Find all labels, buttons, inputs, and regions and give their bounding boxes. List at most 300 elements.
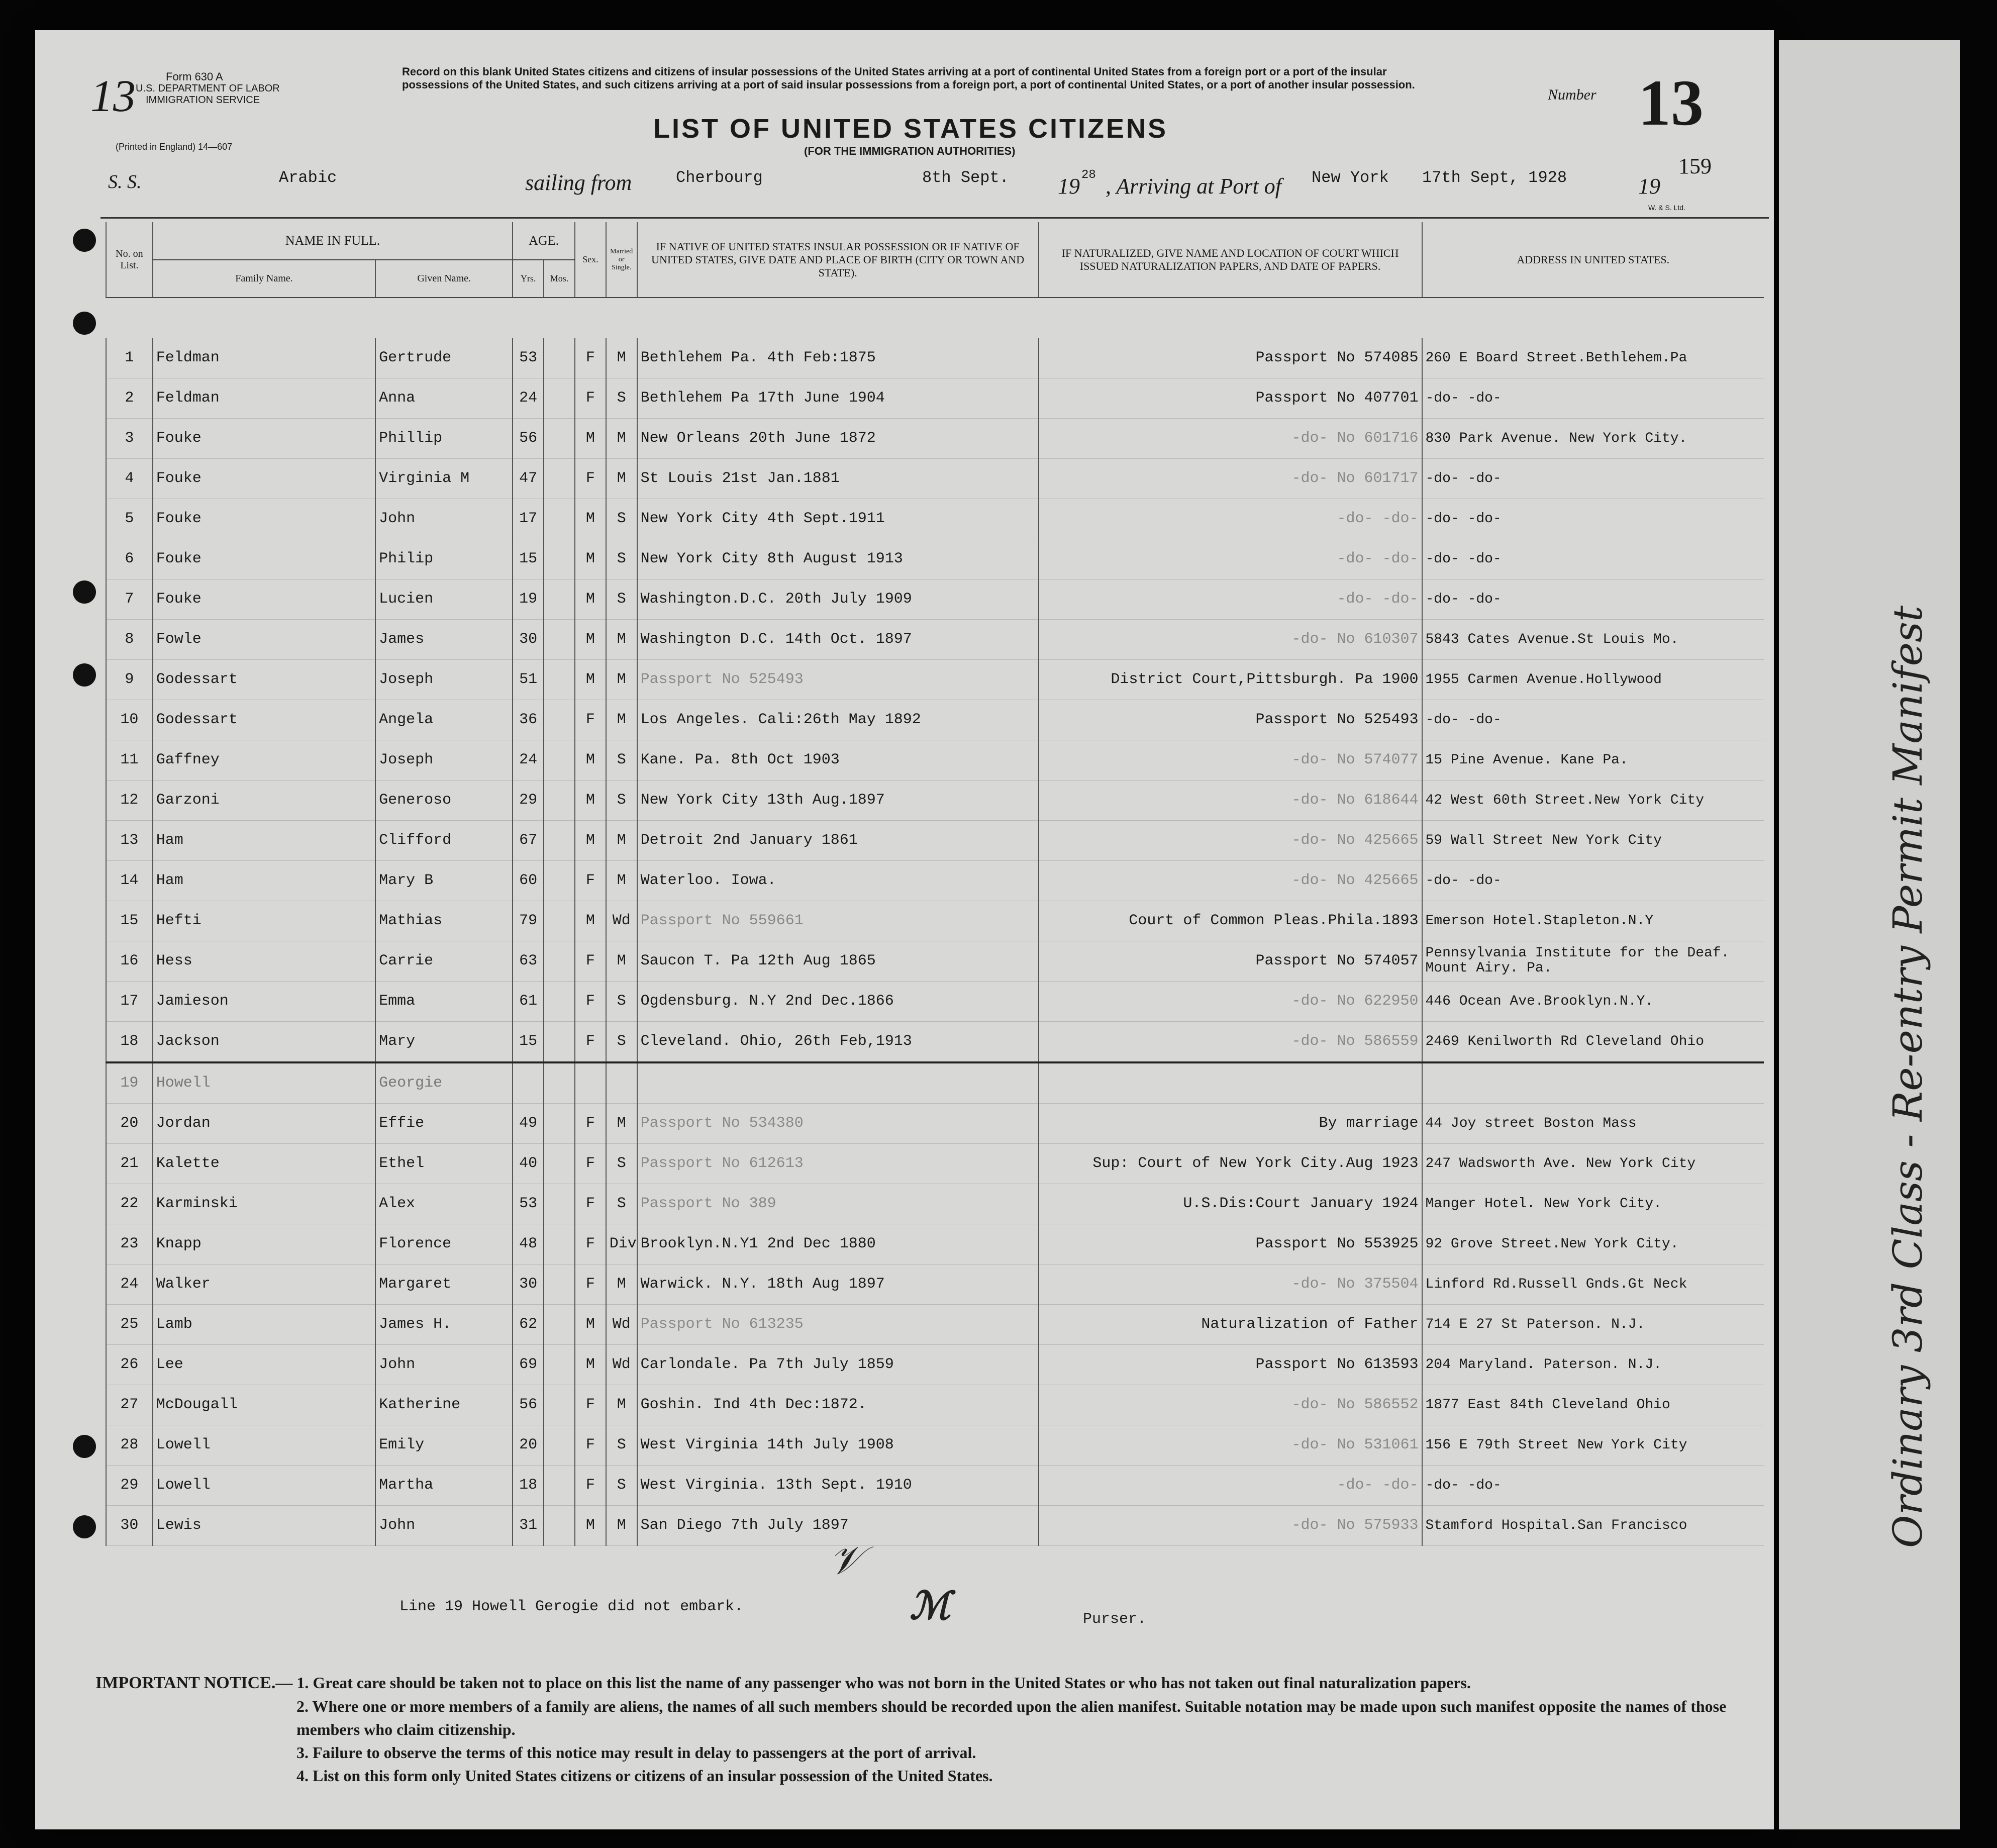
table-row (106, 338, 1764, 378)
margin-strip (1779, 40, 1960, 1829)
cell-sex: M (575, 820, 606, 860)
cell-age-months (544, 1264, 575, 1304)
col-naturalized: IF NATURALIZED, GIVE NAME AND LOCATION OF COURT WHICH ISSUED NATURALIZATION PAPERS, AND DATE OF PAPERS. (1039, 222, 1422, 298)
cell-family-name: Lowell (153, 1465, 375, 1505)
cell-address: 44 Joy street Boston Mass (1422, 1103, 1764, 1143)
table-row (106, 941, 1764, 981)
cell-marital-status: M (606, 941, 637, 981)
cell-age-months (544, 941, 575, 981)
col-name-in-full: NAME IN FULL. (153, 222, 513, 260)
cell-naturalization: U.S.Dis:Court January 1924 (1039, 1184, 1422, 1224)
cell-given-name: Georgie (375, 1062, 513, 1104)
cell-birth-info: San Diego 7th July 1897 (637, 1505, 1039, 1545)
cell-no: 11 (106, 740, 153, 780)
cell-age-months (544, 820, 575, 860)
cell-age-months (544, 338, 575, 378)
cell-birth-info: Los Angeles. Cali:26th May 1892 (637, 700, 1039, 740)
col-mos: Mos. (544, 260, 575, 298)
cell-marital-status: S (606, 378, 637, 418)
cell-sex: M (575, 659, 606, 700)
cell-age-years: 30 (513, 619, 544, 659)
cell-birth-info: New York City 13th Aug.1897 (637, 780, 1039, 820)
cell-no: 21 (106, 1143, 153, 1184)
cell-age-years: 63 (513, 941, 544, 981)
cell-given-name: Florence (375, 1224, 513, 1264)
cell-sex: F (575, 1103, 606, 1143)
cell-given-name: Margaret (375, 1264, 513, 1304)
ship-label: S. S. (108, 171, 142, 192)
cell-given-name: Carrie (375, 941, 513, 981)
cell-naturalization: -do- No 601716 (1039, 418, 1422, 458)
cell-no: 19 (106, 1062, 153, 1104)
cell-naturalization: Court of Common Pleas.Phila.1893 (1039, 901, 1422, 941)
cell-naturalization: District Court,Pittsburgh. Pa 1900 (1039, 659, 1422, 700)
sailing-label: sailing from (525, 170, 632, 195)
cell-sex: M (575, 1304, 606, 1344)
cell-given-name: John (375, 1505, 513, 1545)
cell-no: 20 (106, 1103, 153, 1143)
cell-naturalization (1039, 1062, 1422, 1104)
notice-1: 1. Great care should be taken not to place on this list the name of any passenger who was not born in the United States or who has not taken out final naturalization papers. (296, 1674, 1471, 1692)
cell-age-years: 79 (513, 901, 544, 941)
cell-family-name: Feldman (153, 378, 375, 418)
cell-family-name: Walker (153, 1264, 375, 1304)
cell-age-years: 15 (513, 539, 544, 579)
punch-hole (73, 1515, 96, 1538)
cell-marital-status: S (606, 1021, 637, 1062)
cell-age-months (544, 418, 575, 458)
cell-family-name: Fowle (153, 619, 375, 659)
important-notice (95, 1671, 1754, 1787)
cell-birth-info: Cleveland. Ohio, 26th Feb,1913 (637, 1021, 1039, 1062)
cell-age-years: 47 (513, 458, 544, 499)
cell-family-name: Fouke (153, 539, 375, 579)
notice-2: 2. Where one or more members of a family are aliens, the names of all such members should be recorded upon the alien manifest. Suitable notation may be made upon such manifest opposite the names of those members who claim citizenship. (296, 1697, 1727, 1738)
cell-no: 2 (106, 378, 153, 418)
printed-note: (Printed in England) 14—607 (116, 142, 233, 152)
cell-age-years: 60 (513, 860, 544, 901)
cell-sex: F (575, 1184, 606, 1224)
cell-given-name: Ethel (375, 1143, 513, 1184)
officer-signature: 𝒱 (829, 1538, 862, 1583)
cell-sex: F (575, 700, 606, 740)
cell-sex: F (575, 378, 606, 418)
punch-hole (73, 1435, 96, 1458)
cell-address: 1955 Carmen Avenue.Hollywood (1422, 659, 1764, 700)
table-row (106, 1304, 1764, 1344)
table-row (106, 1062, 1764, 1104)
cell-no: 8 (106, 619, 153, 659)
cell-naturalization: -do- No 574077 (1039, 740, 1422, 780)
cell-age-years: 15 (513, 1021, 544, 1062)
cell-given-name: Mary (375, 1021, 513, 1062)
cell-sex: M (575, 499, 606, 539)
cell-no: 12 (106, 780, 153, 820)
passenger-table (106, 222, 1764, 1546)
cell-family-name: Ham (153, 860, 375, 901)
cell-age-months (544, 499, 575, 539)
cell-age-years: 51 (513, 659, 544, 700)
cell-address: 830 Park Avenue. New York City. (1422, 418, 1764, 458)
cell-sex: M (575, 740, 606, 780)
printer-mark: W. & S. Ltd. (1648, 204, 1685, 212)
cell-no: 28 (106, 1425, 153, 1465)
cell-address: 1877 East 84th Cleveland Ohio (1422, 1385, 1764, 1425)
col-yrs: Yrs. (513, 260, 544, 298)
cell-age-months (544, 981, 575, 1021)
cell-given-name: Clifford (375, 820, 513, 860)
cell-family-name: Ham (153, 820, 375, 860)
table-row (106, 740, 1764, 780)
cell-family-name: Lewis (153, 1505, 375, 1545)
cell-given-name: Mary B (375, 860, 513, 901)
cell-sex: F (575, 1224, 606, 1264)
cell-marital-status: M (606, 619, 637, 659)
cell-marital-status: Div (606, 1224, 637, 1264)
cell-family-name: Godessart (153, 659, 375, 700)
cell-marital-status: S (606, 1425, 637, 1465)
cell-naturalization: Sup: Court of New York City.Aug 1923 (1039, 1143, 1422, 1184)
cell-birth-info: New York City 4th Sept.1911 (637, 499, 1039, 539)
cell-sex: F (575, 941, 606, 981)
cell-no: 15 (106, 901, 153, 941)
cell-address: -do- -do- (1422, 860, 1764, 901)
cell-address: 5843 Cates Avenue.St Louis Mo. (1422, 619, 1764, 659)
table-row (106, 378, 1764, 418)
cell-address: -do- -do- (1422, 539, 1764, 579)
cell-age-months (544, 619, 575, 659)
cell-no: 3 (106, 418, 153, 458)
cell-family-name: Kalette (153, 1143, 375, 1184)
cell-given-name: Virginia M (375, 458, 513, 499)
punch-hole (73, 312, 96, 335)
cell-no: 17 (106, 981, 153, 1021)
cell-address: 15 Pine Avenue. Kane Pa. (1422, 740, 1764, 780)
cell-naturalization: -do- -do- (1039, 579, 1422, 619)
cell-sex: M (575, 1505, 606, 1545)
cell-sex: M (575, 418, 606, 458)
cell-family-name: Lamb (153, 1304, 375, 1344)
cell-birth-info: Washington D.C. 14th Oct. 1897 (637, 619, 1039, 659)
cell-sex: F (575, 1465, 606, 1505)
table-row (106, 901, 1764, 941)
cell-age-years: 17 (513, 499, 544, 539)
cell-given-name: Emily (375, 1425, 513, 1465)
cell-marital-status: M (606, 338, 637, 378)
cell-marital-status: Wd (606, 1304, 637, 1344)
cell-family-name: Lee (153, 1344, 375, 1385)
cell-age-months (544, 1344, 575, 1385)
cell-given-name: Gertrude (375, 338, 513, 378)
cell-address: -do- -do- (1422, 579, 1764, 619)
cell-no: 29 (106, 1465, 153, 1505)
cell-age-months (544, 1425, 575, 1465)
cell-age-months (544, 740, 575, 780)
cell-address: -do- -do- (1422, 1465, 1764, 1505)
cell-age-months (544, 1385, 575, 1425)
cell-age-years: 29 (513, 780, 544, 820)
punch-hole (73, 229, 96, 252)
cell-given-name: Emma (375, 981, 513, 1021)
cell-age-years: 20 (513, 1425, 544, 1465)
col-no: No. on List. (106, 222, 153, 298)
table-row (106, 1184, 1764, 1224)
cell-given-name: Philip (375, 539, 513, 579)
cell-age-months (544, 901, 575, 941)
cell-marital-status: M (606, 700, 637, 740)
cell-birth-info: West Virginia. 13th Sept. 1910 (637, 1465, 1039, 1505)
cell-naturalization: Passport No 407701 (1039, 378, 1422, 418)
page-title: LIST OF UNITED STATES CITIZENS (653, 114, 1168, 144)
cell-marital-status: M (606, 820, 637, 860)
cell-marital-status: S (606, 740, 637, 780)
cell-given-name: Katherine (375, 1385, 513, 1425)
cell-sex: F (575, 1143, 606, 1184)
cell-birth-info: Detroit 2nd January 1861 (637, 820, 1039, 860)
cell-age-years: 18 (513, 1465, 544, 1505)
cell-marital-status: M (606, 1505, 637, 1545)
cell-naturalization: -do- No 425665 (1039, 820, 1422, 860)
cell-given-name: Martha (375, 1465, 513, 1505)
cell-age-years: 48 (513, 1224, 544, 1264)
cell-birth-info: Washington.D.C. 20th July 1909 (637, 579, 1039, 619)
year-label: 19 (1058, 174, 1080, 199)
notice-heading: IMPORTANT NOTICE.— (95, 1674, 293, 1692)
purser-label: Purser. (1083, 1611, 1147, 1628)
cell-sex: M (575, 579, 606, 619)
table-row (106, 700, 1764, 740)
cell-age-months (544, 378, 575, 418)
cell-marital-status: Wd (606, 901, 637, 941)
cell-birth-info: Bethlehem Pa 17th June 1904 (637, 378, 1039, 418)
cell-given-name: Lucien (375, 579, 513, 619)
form-number: Form 630 A (166, 70, 223, 83)
notice-4: 4. List on this form only United States citizens or citizens of an insular possession of the United States. (296, 1767, 993, 1785)
cell-birth-info: Carlondale. Pa 7th July 1859 (637, 1344, 1039, 1385)
cell-sex: F (575, 1264, 606, 1304)
table-row (106, 860, 1764, 901)
cell-naturalization: -do- No 618644 (1039, 780, 1422, 820)
cell-birth-info: Saucon T. Pa 12th Aug 1865 (637, 941, 1039, 981)
cell-family-name: McDougall (153, 1385, 375, 1425)
cell-no: 18 (106, 1021, 153, 1062)
table-row (106, 820, 1764, 860)
cell-naturalization: -do- -do- (1039, 539, 1422, 579)
table-row (106, 1021, 1764, 1062)
cell-birth-info (637, 1062, 1039, 1104)
cell-sex (575, 1062, 606, 1104)
cell-naturalization: By marriage (1039, 1103, 1422, 1143)
cell-age-months (544, 1505, 575, 1545)
cell-birth-info: Passport No 525493 (637, 659, 1039, 700)
col-age: AGE. (513, 222, 575, 260)
cell-marital-status: M (606, 1103, 637, 1143)
cell-marital-status: S (606, 981, 637, 1021)
cell-age-years: 24 (513, 740, 544, 780)
cell-marital-status: M (606, 1264, 637, 1304)
cell-address: Emerson Hotel.Stapleton.N.Y (1422, 901, 1764, 941)
service: IMMIGRATION SERVICE (146, 94, 260, 106)
cell-address: -do- -do- (1422, 499, 1764, 539)
cell-sex: F (575, 1385, 606, 1425)
cell-sex: M (575, 619, 606, 659)
cell-given-name: Generoso (375, 780, 513, 820)
cell-naturalization: -do- No 586559 (1039, 1021, 1422, 1062)
cell-marital-status: M (606, 458, 637, 499)
cell-no: 25 (106, 1304, 153, 1344)
cell-birth-info: New Orleans 20th June 1872 (637, 418, 1039, 458)
cell-given-name: James H. (375, 1304, 513, 1344)
cell-marital-status (606, 1062, 637, 1104)
cell-marital-status: M (606, 418, 637, 458)
cell-age-years: 40 (513, 1143, 544, 1184)
cell-sex: F (575, 1425, 606, 1465)
table-row (106, 418, 1764, 458)
cell-marital-status: S (606, 780, 637, 820)
cell-address: 59 Wall Street New York City (1422, 820, 1764, 860)
cell-given-name: Anna (375, 378, 513, 418)
col-address: ADDRESS IN UNITED STATES. (1422, 222, 1764, 298)
cell-family-name: Jordan (153, 1103, 375, 1143)
cell-family-name: Fouke (153, 579, 375, 619)
cell-given-name: Alex (375, 1184, 513, 1224)
col-family: Family Name. (153, 260, 375, 298)
cell-marital-status: S (606, 1143, 637, 1184)
cell-age-years: 53 (513, 1184, 544, 1224)
ship-name: Arabic (279, 168, 337, 187)
cell-birth-info: Passport No 612613 (637, 1143, 1039, 1184)
cell-age-months (544, 539, 575, 579)
cell-age-months (544, 780, 575, 820)
number-value: 13 (1638, 67, 1704, 139)
table-row (106, 1264, 1764, 1304)
table-row (106, 1465, 1764, 1505)
cell-no: 4 (106, 458, 153, 499)
arrival-port: New York (1312, 168, 1389, 187)
cell-naturalization: -do- No 610307 (1039, 619, 1422, 659)
punch-hole (73, 580, 96, 604)
cell-no: 23 (106, 1224, 153, 1264)
cell-birth-info: New York City 8th August 1913 (637, 539, 1039, 579)
punch-hole (73, 663, 96, 687)
cell-birth-info: Kane. Pa. 8th Oct 1903 (637, 740, 1039, 780)
cell-birth-info: Passport No 534380 (637, 1103, 1039, 1143)
table-row (106, 780, 1764, 820)
cell-family-name: Fouke (153, 418, 375, 458)
cell-birth-info: Passport No 559661 (637, 901, 1039, 941)
cell-sex: M (575, 1344, 606, 1385)
cell-family-name: Hess (153, 941, 375, 981)
cell-age-years: 19 (513, 579, 544, 619)
cell-given-name: James (375, 619, 513, 659)
cell-no: 26 (106, 1344, 153, 1385)
cell-given-name: Joseph (375, 740, 513, 780)
line19-note: Line 19 Howell Gerogie did not embark. (400, 1598, 744, 1615)
cell-no: 27 (106, 1385, 153, 1425)
page-subtitle: (FOR THE IMMIGRATION AUTHORITIES) (804, 145, 1016, 157)
cell-address: -do- -do- (1422, 458, 1764, 499)
cell-naturalization: -do- No 622950 (1039, 981, 1422, 1021)
sailing-from: Cherbourg (676, 168, 763, 187)
table-row (106, 1385, 1764, 1425)
cell-birth-info: Ogdensburg. N.Y 2nd Dec.1866 (637, 981, 1039, 1021)
cell-family-name: Jamieson (153, 981, 375, 1021)
arrival-date: 17th Sept, 1928 (1422, 168, 1567, 187)
cell-address: 92 Grove Street.New York City. (1422, 1224, 1764, 1264)
cell-family-name: Knapp (153, 1224, 375, 1264)
table-row (106, 458, 1764, 499)
cell-naturalization: Passport No 574057 (1039, 941, 1422, 981)
cell-address: Manger Hotel. New York City. (1422, 1184, 1764, 1224)
cell-naturalization: -do- No 601717 (1039, 458, 1422, 499)
cell-address: 2469 Kenilworth Rd Cleveland Ohio (1422, 1021, 1764, 1062)
table-row (106, 579, 1764, 619)
cell-address: 714 E 27 St Paterson. N.J. (1422, 1304, 1764, 1344)
cell-age-months (544, 458, 575, 499)
cell-naturalization: -do- No 586552 (1039, 1385, 1422, 1425)
cell-age-months (544, 579, 575, 619)
cell-marital-status: S (606, 1465, 637, 1505)
cell-age-months (544, 1184, 575, 1224)
cell-naturalization: -do- No 375504 (1039, 1264, 1422, 1304)
cell-birth-info: West Virginia 14th July 1908 (637, 1425, 1039, 1465)
cell-age-years: 61 (513, 981, 544, 1021)
cell-age-years: 31 (513, 1505, 544, 1545)
cell-naturalization: Passport No 613593 (1039, 1344, 1422, 1385)
cell-sex: F (575, 338, 606, 378)
instruction-text: Record on this blank United States citizens and citizens of insular possessions of the United States arriving at a port of continental United States from a foreign port or a port of the insular possessions of the United States, and such citizens arriving at a port of said insular possessions from a foreign port, a port of continental United States, or a port of another insular possession. (402, 65, 1415, 91)
cell-address: 42 West 60th Street.New York City (1422, 780, 1764, 820)
cell-age-years: 36 (513, 700, 544, 740)
cell-given-name: Mathias (375, 901, 513, 941)
cell-given-name: John (375, 1344, 513, 1385)
cell-given-name: Joseph (375, 659, 513, 700)
cell-age-years: 69 (513, 1344, 544, 1385)
cell-naturalization: -do- -do- (1039, 499, 1422, 539)
cell-age-years (513, 1062, 544, 1104)
cell-address: 204 Maryland. Paterson. N.J. (1422, 1344, 1764, 1385)
cell-address: -do- -do- (1422, 700, 1764, 740)
cell-birth-info: Warwick. N.Y. 18th Aug 1897 (637, 1264, 1039, 1304)
cell-sex: F (575, 860, 606, 901)
cell-marital-status: M (606, 860, 637, 901)
cell-sex: F (575, 1021, 606, 1062)
cell-marital-status: Wd (606, 1344, 637, 1385)
header-rule (101, 217, 1769, 219)
cell-family-name: Jackson (153, 1021, 375, 1062)
table-row (106, 619, 1764, 659)
cell-naturalization: Naturalization of Father (1039, 1304, 1422, 1344)
cell-marital-status: S (606, 1184, 637, 1224)
cell-age-months (544, 860, 575, 901)
table-row (106, 1224, 1764, 1264)
cell-no: 14 (106, 860, 153, 901)
cell-family-name: Godessart (153, 700, 375, 740)
cell-family-name: Garzoni (153, 780, 375, 820)
cell-address: Pennsylvania Institute for the Deaf. Mount Airy. Pa. (1422, 941, 1764, 981)
cell-birth-info: Brooklyn.N.Y1 2nd Dec 1880 (637, 1224, 1039, 1264)
table-row (106, 1143, 1764, 1184)
cell-no: 1 (106, 338, 153, 378)
cell-address: 247 Wadsworth Ave. New York City (1422, 1143, 1764, 1184)
purser-signature: ℳ (910, 1583, 951, 1628)
cell-age-years: 62 (513, 1304, 544, 1344)
cell-age-months (544, 1062, 575, 1104)
col-married: Married or Single. (606, 222, 637, 298)
cell-age-months (544, 1143, 575, 1184)
cell-no: 9 (106, 659, 153, 700)
cell-birth-info: Goshin. Ind 4th Dec:1872. (637, 1385, 1039, 1425)
